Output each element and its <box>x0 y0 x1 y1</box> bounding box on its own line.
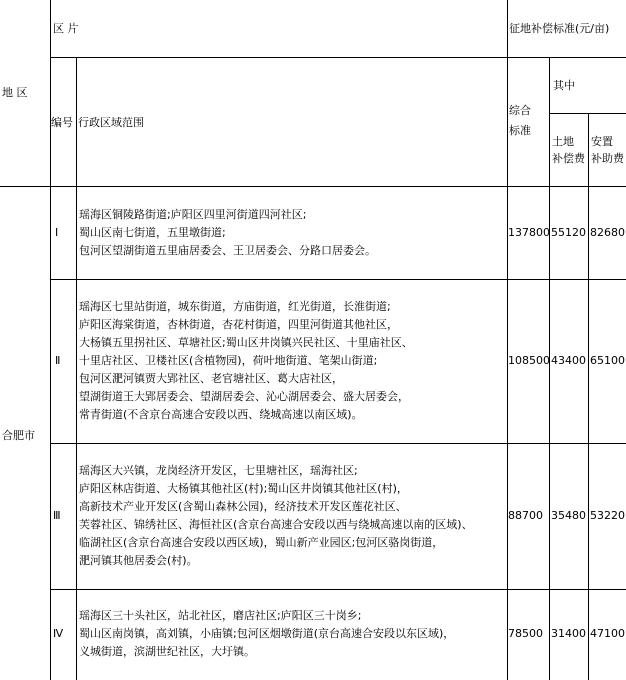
scope-line: 瑶海区大兴镇，龙岗经济开发区，七里塘社区，瑶海社区; <box>79 464 358 477</box>
grid-line <box>76 57 77 680</box>
header-region: 地 区 <box>2 86 28 99</box>
header-land-1: 土地 <box>552 135 574 148</box>
scope-line: 望湖街道王大郢居委会、望湖居委会、沁心湖居委会、盛大居委会， <box>79 390 409 403</box>
header-composite-2: 标准 <box>509 124 531 137</box>
row-composite: 108500 <box>508 354 550 367</box>
header-resettle-1: 安置 <box>591 135 613 148</box>
row-number: Ⅳ <box>53 627 64 640</box>
grid-line <box>549 113 626 114</box>
row-land: 35480 <box>551 509 586 522</box>
row-composite: 137800 <box>508 226 550 239</box>
scope-line: 庐阳区海棠街道，杏林街道，杏花村街道，四里河街道其他社区， <box>79 318 398 331</box>
row-number: Ⅱ <box>55 354 61 367</box>
row-scope <box>79 298 505 424</box>
scope-line: 大杨镇五里拐社区、草塘社区;蜀山区井岗镇兴民社区、十里庙社区、 <box>79 336 413 349</box>
grid-line <box>0 186 626 187</box>
row-scope <box>79 206 505 260</box>
row-land: 55120 <box>551 226 586 239</box>
row-scope <box>79 607 505 661</box>
scope-line: 瑶海区铜陵路街道;庐阳区四里河街道四河社区; <box>79 208 307 221</box>
grid-line <box>50 589 626 590</box>
scope-line: 包河区望湖街道五里庙居委会、王卫居委会、分路口居委会。 <box>79 244 376 257</box>
grid-line <box>507 0 508 680</box>
scope-line: 临湖社区(含京台高速合安段以西区域)，蜀山新产业园区;包河区骆岗街道， <box>79 536 444 549</box>
scope-line: 常青街道(不含京台高速合安段以西、绕城高速以南区域)。 <box>79 408 363 421</box>
header-zone: 区 片 <box>53 22 79 35</box>
row-resettle: 82680 <box>590 226 625 239</box>
row-land: 31400 <box>551 627 586 640</box>
scope-line: 蜀山区南岗镇，高刘镇，小庙镇;包河区烟墩街道(京台高速合安段以东区域)， <box>79 627 455 640</box>
scope-line: 瑶海区三十头社区，站北社区，磨店社区;庐阳区三十岗乡; <box>79 609 362 622</box>
row-composite: 88700 <box>508 509 543 522</box>
row-resettle: 65100 <box>590 354 625 367</box>
row-number: Ⅲ <box>53 509 61 522</box>
scope-line: 义城街道，滨湖世纪社区，大圩镇。 <box>79 645 255 658</box>
grid-line <box>50 279 626 280</box>
row-resettle: 47100 <box>590 627 625 640</box>
scope-line: 蜀山区南七街道，五里墩街道; <box>79 226 226 239</box>
scope-line: 高新技术产业开发区(含蜀山森林公园)，经济技术开发区莲花社区、 <box>79 500 407 513</box>
scope-line: 十里店社区、卫楼社区(含植物园)，荷叶地街道、笔架山街道; <box>79 354 378 367</box>
header-subtotal: 其中 <box>553 79 575 92</box>
header-resettle-2: 补助费 <box>591 152 624 165</box>
row-land: 43400 <box>551 354 586 367</box>
header-land-2: 补偿费 <box>552 152 585 165</box>
grid-line <box>50 57 626 58</box>
scope-line: 芙蓉社区、锦绣社区、海恒社区(含京台高速合安段以西与绕城高速以南的区域)、 <box>79 518 473 531</box>
scope-line: 淝河镇其他居委会(村)。 <box>79 554 198 567</box>
scope-line: 瑶海区七里站街道，城东街道，方庙街道，红光街道，长淮街道; <box>79 300 391 313</box>
header-number: 编号 <box>51 116 73 129</box>
grid-line <box>50 443 626 444</box>
region-name: 合肥市 <box>2 429 35 442</box>
row-resettle: 53220 <box>590 509 625 522</box>
grid-line <box>50 0 51 680</box>
row-scope <box>79 462 505 570</box>
header-standard: 征地补偿标准(元/亩) <box>509 22 610 35</box>
header-scope: 行政区域范围 <box>78 116 144 129</box>
grid-line <box>588 113 589 680</box>
row-composite: 78500 <box>508 627 543 640</box>
header-composite-1: 综合 <box>509 104 531 117</box>
scope-line: 庐阳区林店街道、大杨镇其他社区(村);蜀山区井岗镇其他社区(村)， <box>79 482 408 495</box>
row-number: Ⅰ <box>55 226 59 239</box>
scope-line: 包河区淝河镇贾大郢社区、老官塘社区、葛大店社区， <box>79 372 343 385</box>
